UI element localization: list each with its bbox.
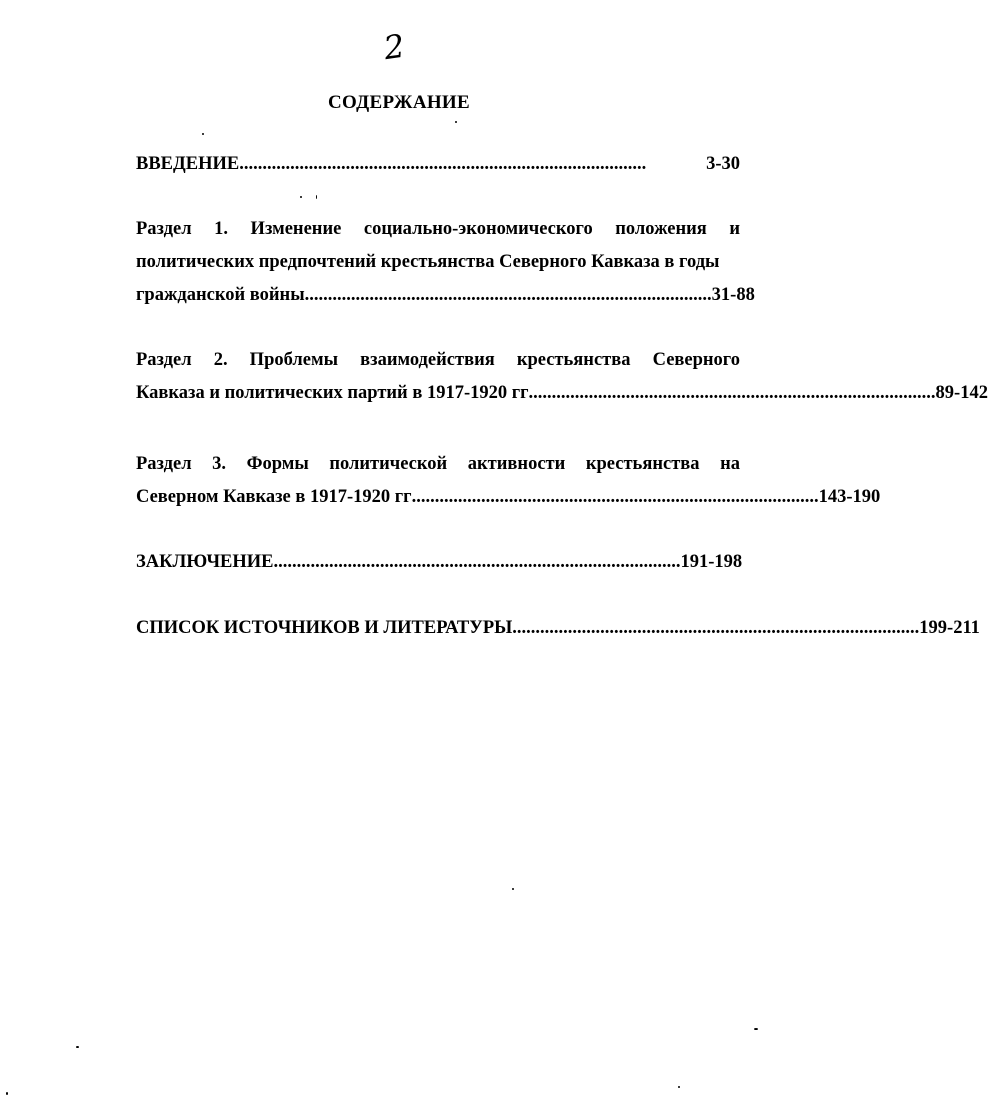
toc-leader: ........................................................................................ xyxy=(304,285,712,305)
scan-speck xyxy=(754,1028,758,1030)
toc-leader: ........................................................................................ xyxy=(273,552,681,572)
scan-speck xyxy=(202,133,204,135)
toc-text-line: политических предпочтений крестьянства Северного Кавказа в годы xyxy=(136,252,720,272)
handwritten-page-number: 2 xyxy=(381,26,407,68)
scan-speck xyxy=(512,888,514,890)
scan-speck xyxy=(76,1046,79,1048)
toc-label: Кавказа и политических партий в 1917-1920 гг xyxy=(136,383,529,403)
toc-leader: ........................................................................................ xyxy=(239,154,647,174)
scan-speck xyxy=(455,121,457,123)
scan-speck xyxy=(6,1092,8,1095)
page-title: СОДЕРЖАНИЕ xyxy=(328,92,470,113)
toc-text-line: Раздел 2. Проблемы взаимодействия крестьянства Северного xyxy=(136,350,740,370)
toc-entry-section-3 xyxy=(136,448,881,514)
toc-text-line: Раздел 1. Изменение социально-экономического положения и xyxy=(136,219,740,239)
toc-text-line: Раздел 3. Формы политической активности крестьянства на xyxy=(136,454,740,474)
toc-entry-intro xyxy=(136,148,740,181)
toc-leader: ........................................................................................ xyxy=(528,383,936,403)
toc-entry-conclusion xyxy=(136,546,743,579)
toc-pages: 3-30 xyxy=(706,154,740,174)
toc-leader: ........................................................................................ xyxy=(512,618,920,638)
toc-pages: 199-211 xyxy=(919,618,980,638)
toc-pages: 89-142 xyxy=(935,383,988,403)
toc-label: ЗАКЛЮЧЕНИЕ xyxy=(136,552,274,572)
toc-entry-section-1 xyxy=(136,213,755,312)
scan-speck xyxy=(678,1086,680,1088)
toc-leader: ........................................................................................ xyxy=(411,487,819,507)
toc-label: Северном Кавказе в 1917-1920 гг xyxy=(136,487,412,507)
scan-speck xyxy=(316,195,317,199)
toc-entry-section-2 xyxy=(136,344,988,410)
toc-label: СПИСОК ИСТОЧНИКОВ И ЛИТЕРАТУРЫ xyxy=(136,618,513,638)
toc-label: гражданской войны xyxy=(136,285,305,305)
toc-entry-sources xyxy=(136,612,980,645)
toc-pages: 143-190 xyxy=(818,487,881,507)
toc-label: ВВЕДЕНИЕ xyxy=(136,154,240,174)
toc-pages: 31-88 xyxy=(711,285,755,305)
toc-pages: 191-198 xyxy=(680,552,743,572)
scan-speck xyxy=(300,196,302,198)
